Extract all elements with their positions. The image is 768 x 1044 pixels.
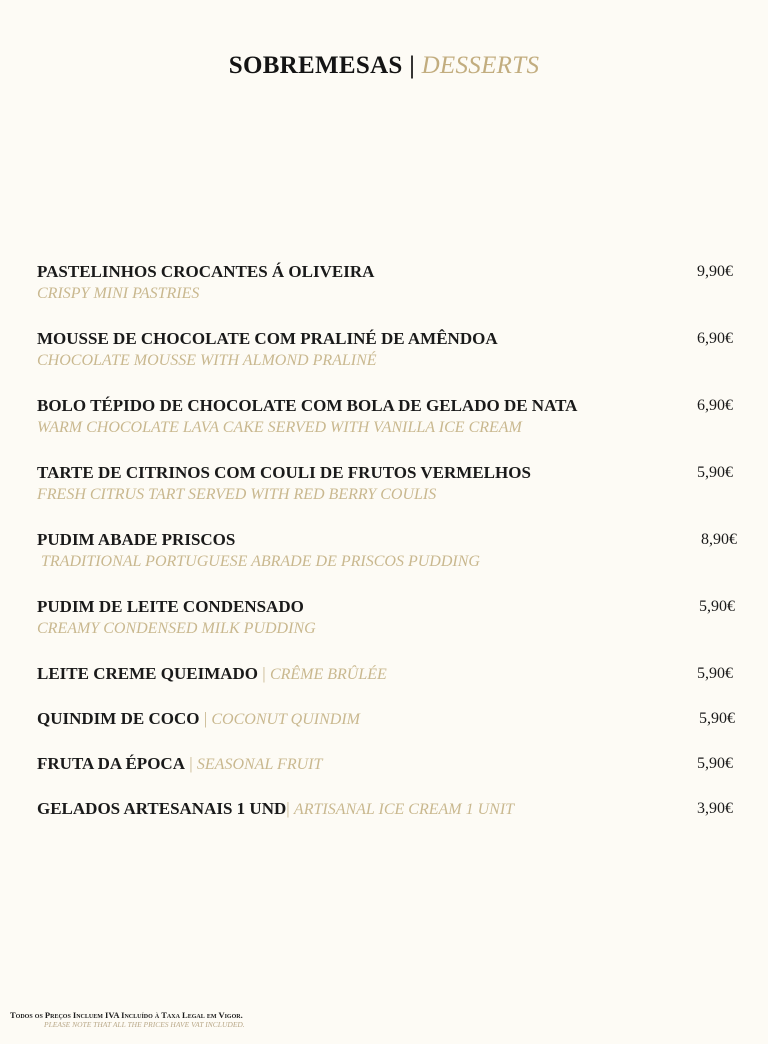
menu-item [37,329,737,396]
item-separator: | [184,754,197,773]
menu-item [37,597,737,664]
item-separator: | [199,709,212,728]
menu-item [37,262,737,329]
menu-item [37,709,737,754]
item-name [37,664,737,685]
item-name-text: QUINDIM DE COCO [37,709,200,728]
menu-item [37,799,737,844]
item-price: 6,90€ [697,397,733,414]
title-pt: SOBREMESAS [228,52,403,79]
item-translation: COCONUT QUINDIM [211,711,360,728]
item-name [37,709,737,730]
item-translation: WARM CHOCOLATE LAVA CAKE SERVED WITH VANILLA ICE CREAM [37,419,522,436]
menu-item [37,396,737,463]
item-price: 5,90€ [699,598,735,615]
item-price: 6,90€ [697,330,733,347]
item-name-text: GELADOS ARTESANAIS 1 UND [37,799,287,818]
title-en: DESSERTS [421,52,540,79]
item-translation: CRISPY MINI PASTRIES [37,285,200,302]
menu-item [37,530,737,597]
title-separator: | [409,52,416,79]
item-translation: ARTISANAL ICE CREAM 1 UNIT [293,801,515,818]
dessert-list [37,262,737,844]
item-price: 8,90€ [701,531,737,548]
item-name: PASTELINHOS CROCANTES Á OLIVEIRA [37,262,375,281]
item-translation: CHOCOLATE MOUSSE WITH ALMOND PRALINÉ [37,352,377,369]
item-translation: SEASONAL FRUIT [196,756,323,773]
item-price: 5,90€ [699,710,735,727]
item-translation: CRÊME BRÛLÉE [269,666,387,683]
footer-note [10,1010,245,1029]
item-name [37,799,737,820]
item-price: 5,90€ [697,464,733,481]
item-name: PUDIM DE LEITE CONDENSADO [37,597,304,616]
item-name: PUDIM ABADE PRISCOS [37,530,236,549]
menu-item [37,754,737,799]
item-translation: FRESH CITRUS TART SERVED WITH RED BERRY COULIS [37,486,437,503]
menu-item [37,463,737,530]
item-price: 3,90€ [697,800,733,817]
vat-note-pt: Todos os Preços Incluem IVA Incluído à Taxa Legal em Vigor. [10,1010,243,1020]
item-price: 5,90€ [697,755,733,772]
item-separator: | [258,664,270,683]
item-translation: CREAMY CONDENSED MILK PUDDING [37,620,316,637]
item-translation: TRADITIONAL PORTUGUESE ABRADE DE PRISCOS PUDDING [41,553,480,570]
item-separator: | [286,799,294,818]
item-name: BOLO TÉPIDO DE CHOCOLATE COM BOLA DE GELADO DE NATA [37,396,578,415]
vat-note-en: PLEASE NOTE THAT ALL THE PRICES HAVE VAT INCLUDED. [44,1020,245,1029]
item-name-text: LEITE CREME QUEIMADO [37,664,259,683]
item-name-text: FRUTA DA ÉPOCA [37,754,185,773]
item-price: 9,90€ [697,263,733,280]
item-name: TARTE DE CITRINOS COM COULI DE FRUTOS VERMELHOS [37,463,531,482]
item-name: MOUSSE DE CHOCOLATE COM PRALINÉ DE AMÊNDOA [37,329,498,348]
page-title [0,52,768,80]
menu-item [37,664,737,709]
item-price: 5,90€ [697,665,733,682]
item-name [37,754,737,775]
